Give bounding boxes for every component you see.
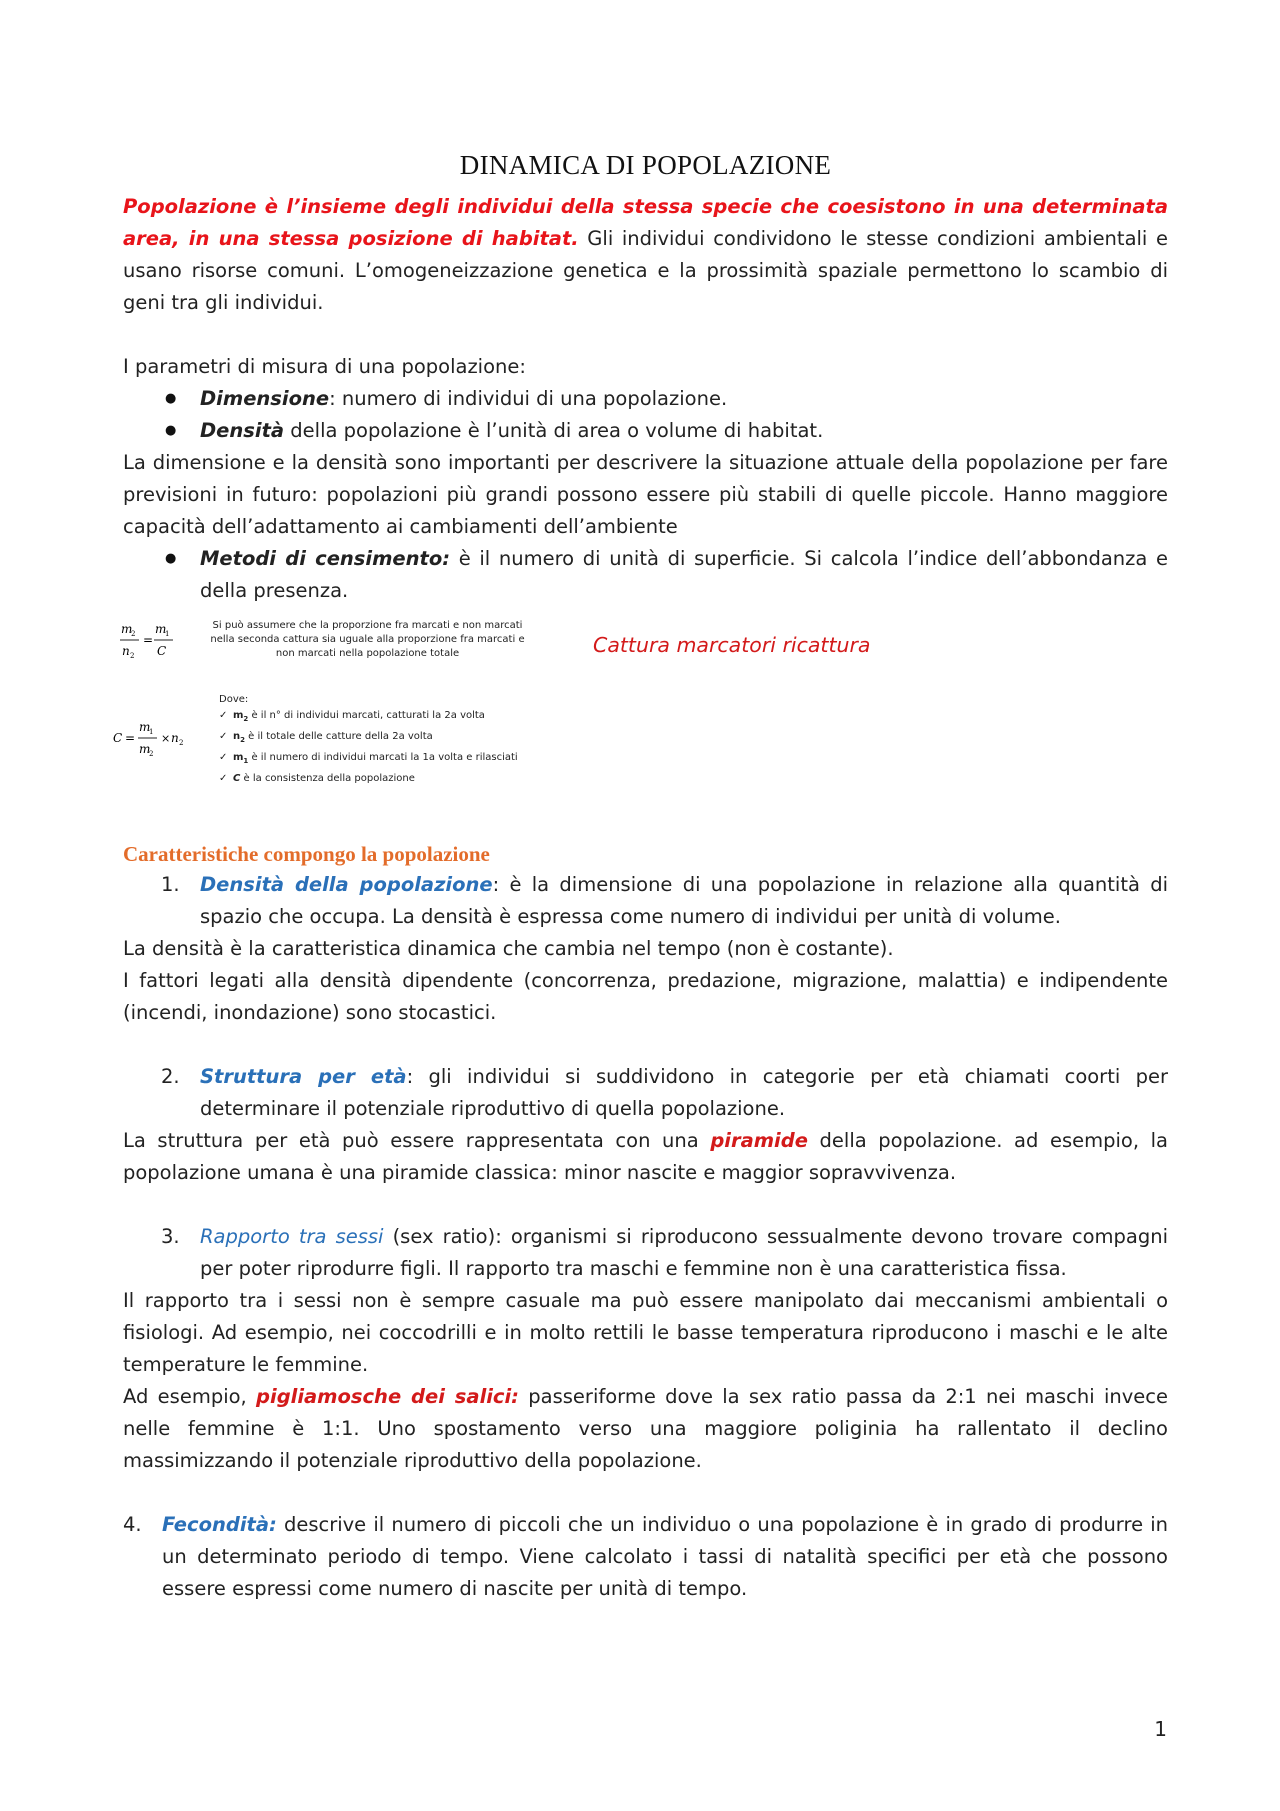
numbered-item-3: 3. Rapporto tra sessi (sex ratio): organismi si riproducono sessualmente devono trovare compagni per poter riprodurre figli. Il rapporto tra maschi e femmine non è una caratteristica fissa. xyxy=(161,1225,1169,1280)
eq1-c: C xyxy=(157,644,167,658)
svg-text:m: m xyxy=(139,720,151,734)
params-list xyxy=(123,383,1168,447)
dove-list xyxy=(219,707,518,787)
sex-ratio-paragraph: Il rapporto tra i sessi non è sempre casuale ma può essere manipolato dai meccanismi ambientali o fisiologi. Ad esempio, nei coccodrilli e in molto rettili le basse temperatura riproducono i maschi e le alte temperature le femmine. xyxy=(123,1289,1168,1376)
page-number: 1 xyxy=(1154,1717,1167,1741)
svg-text:=: = xyxy=(143,633,154,647)
svg-text:×: × xyxy=(161,732,171,745)
list-item: ● Metodi di censimento: è il numero di unità di superficie. Si calcola l’indice dell’abbondanza e della presenza. xyxy=(123,543,1168,607)
density-paragraph-2: I fattori legati alla densità dipendente (concorrenza, predazione, migrazione, malattia) e indipendente (incendi, inondazione) sono stocastici. xyxy=(123,969,1168,1024)
formula-note: Si può assumere che la proporzione fra marcati e non marcati nella seconda cattura sia uguale alla proporzione fra marcati e non marcati nella popolazione totale xyxy=(210,620,525,659)
eq1-m2: m xyxy=(121,622,133,636)
list-item: ● Dimensione: numero di individui di una popolazione. xyxy=(123,383,1168,415)
svg-text:C: C xyxy=(113,731,123,745)
svg-text:n: n xyxy=(171,731,179,745)
flycatcher-paragraph: Ad esempio, pigliamosche dei salici: passeriforme dove la sex ratio passa da 2:1 nei maschi invece nelle femmine è 1:1. Uno spostamento verso una maggiore poliginia ha rallentato il declino massimizzando il potenziale riproduttivo della popolazione. xyxy=(123,1385,1168,1472)
capture-recapture-label: Cattura marcatori ricattura xyxy=(593,633,871,657)
numbered-item-1: 1. Densità della popolazione: è la dimensione di una popolazione in relazione alla quantità di spazio che occupa. La densità è espressa come numero di individui per unità di volume. xyxy=(161,873,1168,928)
list-item: ✓ $m_1$ è il numero di individui marcati la 1a volta e rilasciati xyxy=(219,749,518,770)
list-item: ✓ $n_2$ è il totale delle catture della 2a volta xyxy=(219,728,518,749)
equation-proportion xyxy=(117,617,187,665)
svg-text:2: 2 xyxy=(131,630,136,638)
document-page xyxy=(113,150,1169,1605)
dove-block xyxy=(219,693,518,787)
capture-recapture-formula xyxy=(113,607,1168,817)
density-paragraph-1: La densità è la caratteristica dinamica che cambia nel tempo (non è costante). xyxy=(123,937,894,960)
svg-text:=: = xyxy=(125,731,136,745)
list-item: ● Densità della popolazione è l’unità di area o volume di habitat. xyxy=(123,415,1168,447)
svg-text:m: m xyxy=(139,742,151,756)
params-lead: I parametri di misura di una popolazione: xyxy=(123,355,526,378)
population-definition: Popolazione è l’insieme degli individui della stessa specie che coesistono in una determinata area, in una stessa posizione di habitat. xyxy=(123,195,1168,250)
params-paragraph: La dimensione e la densità sono importanti per descrivere la situazione attuale della popolazione per fare previsioni in futuro: popolazioni più grandi possono essere più stabili di quelle piccole. Hanno maggiore capacità dell’adattamento ai cambiamenti dell’ambiente xyxy=(123,451,1168,538)
page-title: DINAMICA DI POPOLAZIONE xyxy=(459,150,832,180)
svg-text:2: 2 xyxy=(179,739,184,747)
numbered-item-4: 4. Fecondità: descrive il numero di piccoli che un individuo o una popolazione è in grado di produrre in un determinato periodo di tempo. Viene calcolato i tassi di natalità specifici per età che possono essere espressi come numero di nascite per unità di tempo. xyxy=(123,1513,1168,1600)
svg-text:2: 2 xyxy=(149,750,154,758)
svg-text:2: 2 xyxy=(130,652,135,660)
list-item: ✓ C è la consistenza della popolazione xyxy=(219,770,518,787)
section-heading: Caratteristiche compongo la popolazione xyxy=(123,842,490,866)
eq1-n2: n xyxy=(122,644,130,658)
list-item: ✓ $m_2$ è il n° di individui marcati, catturati la 2a volta xyxy=(219,707,518,728)
intro-rest: Gli individui condividono le stesse condizioni ambientali e usano risorse comuni. L’omogeneizzazione genetica e la prossimità spaziale permettono lo scambio di geni tra gli individui. xyxy=(123,227,1168,314)
numbered-item-2: 2. Struttura per età: gli individui si suddividono in categorie per età chiamati coorti per determinare il potenziale riproduttivo di quella popolazione. xyxy=(161,1065,1169,1120)
dove-label: Dove: xyxy=(219,694,249,705)
census-list xyxy=(123,543,1168,607)
intro-paragraph xyxy=(123,191,1168,319)
svg-text:1: 1 xyxy=(149,728,154,736)
svg-text:1: 1 xyxy=(165,630,170,638)
eq1-m1: m xyxy=(155,622,167,636)
age-structure-paragraph: La struttura per età può essere rappresentata con una piramide della popolazione. ad esempio, la popolazione umana è una piramide classica: minor nascite e maggior sopravvivenza. xyxy=(123,1129,1169,1184)
equation-consistency xyxy=(111,715,201,763)
